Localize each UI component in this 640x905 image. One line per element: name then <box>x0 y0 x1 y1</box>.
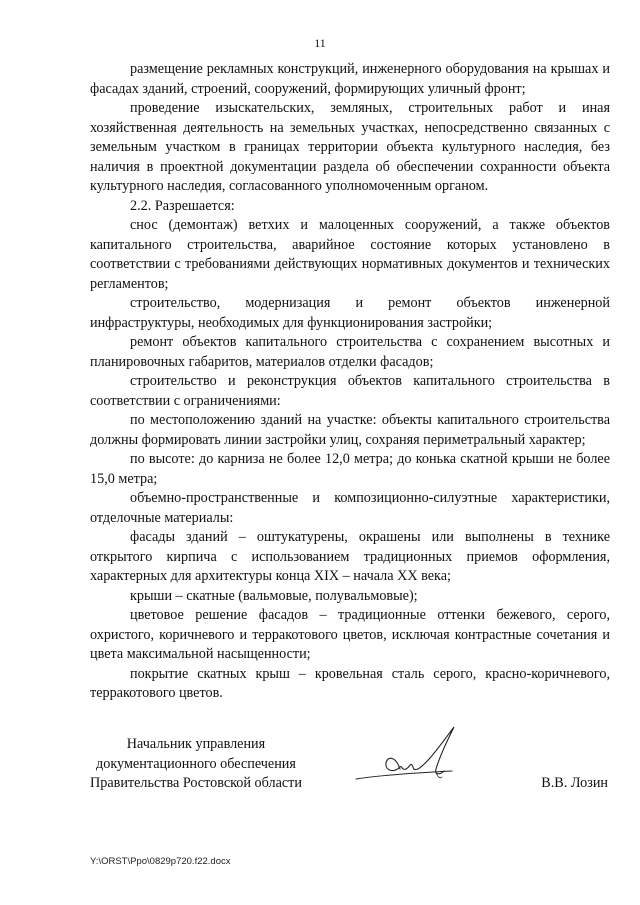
paragraph: по местоположению зданий на участке: объекты капитального строительства должны формировать линии застройки улиц, сохраняя периметральный характер; <box>90 412 610 448</box>
signatory-name: В.В. Лозин <box>541 775 608 791</box>
paragraph: строительство и реконструкция объектов капитального строительства в соответствии с ограничениями: <box>90 373 610 409</box>
paragraph: по высоте: до карниза не более 12,0 метра; до конька скатной крыши не более 15,0 метра; <box>90 451 610 487</box>
paragraph: фасады зданий – оштукатурены, окрашены или выполнены в технике открытого кирпича с использованием традиционных приемов оформления, характерных для архитектуры конца XIX – начала XX века; <box>90 529 610 584</box>
handwritten-signature <box>352 721 472 791</box>
signatory-title-line: Начальник управления <box>126 736 266 752</box>
paragraph: проведение изыскательских, земляных, строительных работ и иная хозяйственная деятельность на земельных участках, непосредственно связанных с земельным участком в границах территории объекта культурного наследия, без наличия в проектной документации раздела об обеспечении сохранности объекта культурного наследия, согласованного уполномоченным органом. <box>90 100 610 194</box>
signatory-title-line: документационного обеспечения <box>96 755 296 772</box>
paragraph: цветовое решение фасадов – традиционные оттенки бежевого, серого, охристого, коричневого и терракотового цветов, исключая контрастные сочетания и цвета максимальной насыщенности; <box>90 607 610 662</box>
paragraph: ремонт объектов капитального строительства с сохранением высотных и планировочных габаритов, материалов отделки фасадов; <box>90 334 610 370</box>
paragraph: размещение рекламных конструкций, инженерного оборудования на крышах и фасадах зданий, строений, сооружений, формирующих уличный фронт; <box>90 61 610 97</box>
paragraph: снос (демонтаж) ветхих и малоценных сооружений, а также объектов капитального строительства, аварийное состояние которых установлено в соответствии с требованиями действующих нормативных документов и технических регламентов; <box>90 217 610 292</box>
signatory-title-line: Правительства Ростовской области <box>90 775 302 791</box>
paragraph: крыши – скатные (вальмовые, полувальмовые); <box>130 587 418 604</box>
section-heading: 2.2. Разрешается: <box>130 197 235 214</box>
signatory-title <box>90 735 302 794</box>
paragraph: строительство, модернизация и ремонт объектов инженерной инфраструктуры, необходимых для функционирования застройки; <box>90 295 610 331</box>
file-path: Y:\ORST\Ppo\0829p720.f22.docx <box>90 856 231 867</box>
page-number: 11 <box>314 36 326 50</box>
document-body <box>90 60 610 704</box>
paragraph: объемно-пространственные и композиционно-силуэтные характеристики, отделочные материалы: <box>90 490 610 526</box>
paragraph: покрытие скатных крыш – кровельная сталь серого, красно-коричневого, терракотового цветов. <box>90 665 610 701</box>
